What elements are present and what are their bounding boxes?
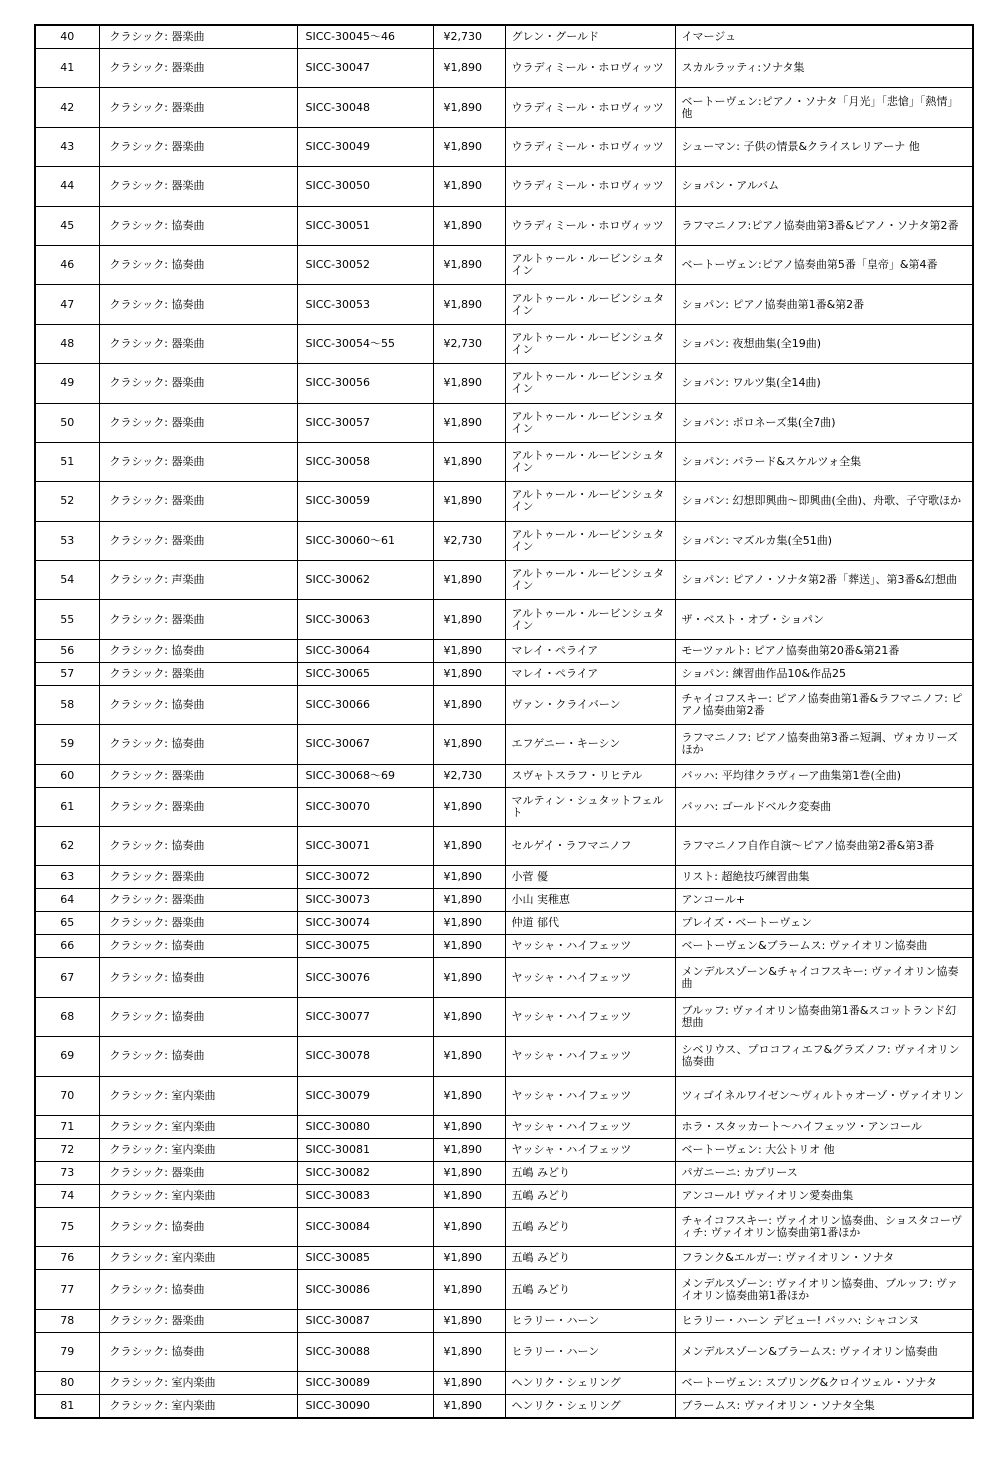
genre-cell: クラシック: 協奏曲	[99, 639, 297, 662]
row-number: 52	[35, 482, 99, 521]
catalog-code-cell: SICC-30052	[297, 245, 433, 284]
row-number: 47	[35, 285, 99, 324]
title-cell: ツィゴイネルワイゼン〜ヴィルトゥオーゾ・ヴァイオリン	[675, 1076, 973, 1115]
title-cell: ベートーヴェン:ピアノ協奏曲第5番「皇帝」&第4番	[675, 245, 973, 284]
genre-cell: クラシック: 器楽曲	[99, 1309, 297, 1332]
artist-cell: ヤッシャ・ハイフェッツ	[505, 935, 675, 958]
title-cell: ショパン: マズルカ集(全51曲)	[675, 521, 973, 560]
table-row	[35, 1161, 973, 1184]
title-cell: ショパン: 幻想即興曲〜即興曲(全曲)、舟歌、子守歌ほか	[675, 482, 973, 521]
row-number: 79	[35, 1332, 99, 1371]
row-number: 53	[35, 521, 99, 560]
row-number: 48	[35, 324, 99, 363]
table-row	[35, 1076, 973, 1115]
price-cell: ¥1,890	[433, 206, 505, 245]
genre-cell: クラシック: 協奏曲	[99, 1270, 297, 1309]
artist-cell: マルティン・シュタットフェルト	[505, 787, 675, 826]
genre-cell: クラシック: 協奏曲	[99, 245, 297, 284]
table-row	[35, 827, 973, 866]
catalog-code-cell: SICC-30056	[297, 364, 433, 403]
catalog-code-cell: SICC-30078	[297, 1037, 433, 1076]
genre-cell: クラシック: 協奏曲	[99, 958, 297, 997]
catalog-code-cell: SICC-30066	[297, 685, 433, 724]
catalog-code-cell: SICC-30050	[297, 167, 433, 206]
genre-cell: クラシック: 器楽曲	[99, 167, 297, 206]
catalog-code-cell: SICC-30048	[297, 88, 433, 127]
catalog-code-cell: SICC-30053	[297, 285, 433, 324]
title-cell: チャイコフスキー: ピアノ協奏曲第1番&ラフマニノフ: ピアノ協奏曲第2番	[675, 685, 973, 724]
table-row	[35, 1309, 973, 1332]
catalog-table	[34, 24, 974, 1419]
artist-cell: マレイ・ペライア	[505, 639, 675, 662]
artist-cell: 五嶋 みどり	[505, 1184, 675, 1207]
catalog-code-cell: SICC-30077	[297, 997, 433, 1036]
table-row	[35, 127, 973, 166]
price-cell: ¥2,730	[433, 324, 505, 363]
row-number: 57	[35, 662, 99, 685]
row-number: 69	[35, 1037, 99, 1076]
genre-cell: クラシック: 協奏曲	[99, 285, 297, 324]
catalog-code-cell: SICC-30065	[297, 662, 433, 685]
table-row	[35, 1184, 973, 1207]
table-row	[35, 403, 973, 442]
genre-cell: クラシック: 室内楽曲	[99, 1395, 297, 1419]
row-number: 42	[35, 88, 99, 127]
price-cell: ¥1,890	[433, 482, 505, 521]
artist-cell: アルトゥール・ルービンシュタイン	[505, 364, 675, 403]
price-cell: ¥1,890	[433, 403, 505, 442]
artist-cell: 小菅 優	[505, 866, 675, 889]
catalog-code-cell: SICC-30062	[297, 561, 433, 600]
table-row	[35, 1395, 973, 1419]
catalog-code-cell: SICC-30064	[297, 639, 433, 662]
price-cell: ¥1,890	[433, 1372, 505, 1395]
title-cell: ショパン: ワルツ集(全14曲)	[675, 364, 973, 403]
genre-cell: クラシック: 器楽曲	[99, 25, 297, 49]
catalog-code-cell: SICC-30068〜69	[297, 764, 433, 787]
table-row	[35, 245, 973, 284]
table-row	[35, 442, 973, 481]
artist-cell: ヘンリク・シェリング	[505, 1395, 675, 1419]
title-cell: メンデルスゾーン&ブラームス: ヴァイオリン協奏曲	[675, 1332, 973, 1371]
catalog-code-cell: SICC-30074	[297, 912, 433, 935]
title-cell: ブラームス: ヴァイオリン・ソナタ全集	[675, 1395, 973, 1419]
row-number: 64	[35, 889, 99, 912]
catalog-code-cell: SICC-30080	[297, 1115, 433, 1138]
catalog-code-cell: SICC-30081	[297, 1138, 433, 1161]
catalog-code-cell: SICC-30057	[297, 403, 433, 442]
row-number: 76	[35, 1247, 99, 1270]
artist-cell: ヒラリー・ハーン	[505, 1332, 675, 1371]
title-cell: ラフマニノフ:ピアノ協奏曲第3番&ピアノ・ソナタ第2番	[675, 206, 973, 245]
title-cell: リスト: 超絶技巧練習曲集	[675, 866, 973, 889]
catalog-code-cell: SICC-30070	[297, 787, 433, 826]
table-row	[35, 1270, 973, 1309]
title-cell: ラフマニノフ自作自演〜ピアノ協奏曲第2番&第3番	[675, 827, 973, 866]
row-number: 45	[35, 206, 99, 245]
title-cell: シベリウス、プロコフィエフ&グラズノフ: ヴァイオリン協奏曲	[675, 1037, 973, 1076]
price-cell: ¥1,890	[433, 1161, 505, 1184]
table-row	[35, 324, 973, 363]
row-number: 70	[35, 1076, 99, 1115]
genre-cell: クラシック: 室内楽曲	[99, 1247, 297, 1270]
genre-cell: クラシック: 器楽曲	[99, 662, 297, 685]
price-cell: ¥1,890	[433, 997, 505, 1036]
table-row	[35, 912, 973, 935]
title-cell: プレイズ・ベートーヴェン	[675, 912, 973, 935]
artist-cell: アルトゥール・ルービンシュタイン	[505, 324, 675, 363]
title-cell: ベートーヴェン:ピアノ・ソナタ「月光」「悲愴」「熱情」他	[675, 88, 973, 127]
row-number: 49	[35, 364, 99, 403]
row-number: 65	[35, 912, 99, 935]
catalog-code-cell: SICC-30054〜55	[297, 324, 433, 363]
table-row	[35, 889, 973, 912]
genre-cell: クラシック: 協奏曲	[99, 935, 297, 958]
title-cell: バッハ: 平均律クラヴィーア曲集第1巻(全曲)	[675, 764, 973, 787]
price-cell: ¥1,890	[433, 889, 505, 912]
artist-cell: マレイ・ペライア	[505, 662, 675, 685]
row-number: 74	[35, 1184, 99, 1207]
catalog-code-cell: SICC-30076	[297, 958, 433, 997]
price-cell: ¥1,890	[433, 866, 505, 889]
catalog-code-cell: SICC-30090	[297, 1395, 433, 1419]
table-row	[35, 25, 973, 49]
title-cell: シューマン: 子供の情景&クライスレリアーナ 他	[675, 127, 973, 166]
table-row	[35, 639, 973, 662]
catalog-code-cell: SICC-30085	[297, 1247, 433, 1270]
artist-cell: アルトゥール・ルービンシュタイン	[505, 442, 675, 481]
genre-cell: クラシック: 器楽曲	[99, 866, 297, 889]
artist-cell: エフゲニー・キーシン	[505, 725, 675, 764]
genre-cell: クラシック: 室内楽曲	[99, 1115, 297, 1138]
title-cell: モーツァルト: ピアノ協奏曲第20番&第21番	[675, 639, 973, 662]
price-cell: ¥1,890	[433, 1247, 505, 1270]
table-row	[35, 1372, 973, 1395]
row-number: 78	[35, 1309, 99, 1332]
table-row	[35, 88, 973, 127]
price-cell: ¥1,890	[433, 787, 505, 826]
row-number: 81	[35, 1395, 99, 1419]
genre-cell: クラシック: 協奏曲	[99, 1207, 297, 1246]
price-cell: ¥1,890	[433, 167, 505, 206]
title-cell: チャイコフスキー: ヴァイオリン協奏曲、ショスタコーヴィチ: ヴァイオリン協奏曲第1番ほか	[675, 1207, 973, 1246]
artist-cell: ヤッシャ・ハイフェッツ	[505, 1115, 675, 1138]
artist-cell: ヘンリク・シェリング	[505, 1372, 675, 1395]
title-cell: ショパン: バラード&スケルツォ全集	[675, 442, 973, 481]
artist-cell: アルトゥール・ルービンシュタイン	[505, 521, 675, 560]
price-cell: ¥1,890	[433, 442, 505, 481]
title-cell: バッハ: ゴールドベルク変奏曲	[675, 787, 973, 826]
artist-cell: ウラディミール・ホロヴィッツ	[505, 206, 675, 245]
row-number: 72	[35, 1138, 99, 1161]
row-number: 54	[35, 561, 99, 600]
table-row	[35, 1037, 973, 1076]
price-cell: ¥1,890	[433, 1037, 505, 1076]
artist-cell: ウラディミール・ホロヴィッツ	[505, 49, 675, 88]
price-cell: ¥1,890	[433, 662, 505, 685]
genre-cell: クラシック: 協奏曲	[99, 685, 297, 724]
catalog-code-cell: SICC-30083	[297, 1184, 433, 1207]
catalog-code-cell: SICC-30060〜61	[297, 521, 433, 560]
title-cell: ザ・ベスト・オブ・ショパン	[675, 600, 973, 639]
price-cell: ¥1,890	[433, 1309, 505, 1332]
price-cell: ¥1,890	[433, 49, 505, 88]
row-number: 41	[35, 49, 99, 88]
artist-cell: ヤッシャ・ハイフェッツ	[505, 1037, 675, 1076]
artist-cell: ヒラリー・ハーン	[505, 1309, 675, 1332]
row-number: 58	[35, 685, 99, 724]
genre-cell: クラシック: 協奏曲	[99, 725, 297, 764]
row-number: 44	[35, 167, 99, 206]
price-cell: ¥2,730	[433, 764, 505, 787]
price-cell: ¥1,890	[433, 1115, 505, 1138]
artist-cell: ヤッシャ・ハイフェッツ	[505, 1076, 675, 1115]
artist-cell: ヴァン・クライバーン	[505, 685, 675, 724]
price-cell: ¥1,890	[433, 685, 505, 724]
title-cell: ベートーヴェン: スプリング&クロイツェル・ソナタ	[675, 1372, 973, 1395]
artist-cell: ヤッシャ・ハイフェッツ	[505, 997, 675, 1036]
price-cell: ¥1,890	[433, 561, 505, 600]
price-cell: ¥2,730	[433, 521, 505, 560]
row-number: 51	[35, 442, 99, 481]
table-row	[35, 521, 973, 560]
genre-cell: クラシック: 協奏曲	[99, 827, 297, 866]
catalog-code-cell: SICC-30072	[297, 866, 433, 889]
row-number: 40	[35, 25, 99, 49]
title-cell: ショパン: ピアノ協奏曲第1番&第2番	[675, 285, 973, 324]
artist-cell: ヤッシャ・ハイフェッツ	[505, 958, 675, 997]
genre-cell: クラシック: 室内楽曲	[99, 1184, 297, 1207]
row-number: 46	[35, 245, 99, 284]
catalog-code-cell: SICC-30051	[297, 206, 433, 245]
price-cell: ¥1,890	[433, 88, 505, 127]
table-row	[35, 1247, 973, 1270]
catalog-code-cell: SICC-30084	[297, 1207, 433, 1246]
genre-cell: クラシック: 器楽曲	[99, 912, 297, 935]
title-cell: ヒラリー・ハーン デビュー! バッハ: シャコンヌ	[675, 1309, 973, 1332]
catalog-code-cell: SICC-30063	[297, 600, 433, 639]
catalog-code-cell: SICC-30049	[297, 127, 433, 166]
row-number: 73	[35, 1161, 99, 1184]
catalog-code-cell: SICC-30089	[297, 1372, 433, 1395]
table-row	[35, 285, 973, 324]
title-cell: メンデルスゾーン: ヴァイオリン協奏曲、ブルッフ: ヴァイオリン協奏曲第1番ほか	[675, 1270, 973, 1309]
price-cell: ¥1,890	[433, 1270, 505, 1309]
genre-cell: クラシック: 器楽曲	[99, 764, 297, 787]
title-cell: パガニーニ: カプリース	[675, 1161, 973, 1184]
price-cell: ¥1,890	[433, 245, 505, 284]
table-row	[35, 600, 973, 639]
table-row	[35, 364, 973, 403]
genre-cell: クラシック: 器楽曲	[99, 88, 297, 127]
catalog-code-cell: SICC-30082	[297, 1161, 433, 1184]
row-number: 67	[35, 958, 99, 997]
table-row	[35, 1115, 973, 1138]
artist-cell: アルトゥール・ルービンシュタイン	[505, 482, 675, 521]
artist-cell: 小山 実稚恵	[505, 889, 675, 912]
title-cell: ショパン: 夜想曲集(全19曲)	[675, 324, 973, 363]
catalog-code-cell: SICC-30071	[297, 827, 433, 866]
table-row	[35, 662, 973, 685]
artist-cell: ヤッシャ・ハイフェッツ	[505, 1138, 675, 1161]
genre-cell: クラシック: 器楽曲	[99, 787, 297, 826]
artist-cell: アルトゥール・ルービンシュタイン	[505, 245, 675, 284]
artist-cell: アルトゥール・ルービンシュタイン	[505, 285, 675, 324]
artist-cell: アルトゥール・ルービンシュタイン	[505, 561, 675, 600]
price-cell: ¥1,890	[433, 935, 505, 958]
genre-cell: クラシック: 協奏曲	[99, 1332, 297, 1371]
table-row	[35, 482, 973, 521]
genre-cell: クラシック: 器楽曲	[99, 324, 297, 363]
genre-cell: クラシック: 声楽曲	[99, 561, 297, 600]
table-row	[35, 49, 973, 88]
catalog-code-cell: SICC-30059	[297, 482, 433, 521]
genre-cell: クラシック: 室内楽曲	[99, 1138, 297, 1161]
artist-cell: 五嶋 みどり	[505, 1270, 675, 1309]
title-cell: フランク&エルガー: ヴァイオリン・ソナタ	[675, 1247, 973, 1270]
genre-cell: クラシック: 室内楽曲	[99, 1076, 297, 1115]
artist-cell: 五嶋 みどり	[505, 1161, 675, 1184]
genre-cell: クラシック: 器楽曲	[99, 521, 297, 560]
row-number: 80	[35, 1372, 99, 1395]
genre-cell: クラシック: 協奏曲	[99, 997, 297, 1036]
price-cell: ¥1,890	[433, 958, 505, 997]
title-cell: ベートーヴェン&ブラームス: ヴァイオリン協奏曲	[675, 935, 973, 958]
title-cell: ショパン: 練習曲作品10&作品25	[675, 662, 973, 685]
price-cell: ¥1,890	[433, 725, 505, 764]
price-cell: ¥2,730	[433, 25, 505, 49]
catalog-code-cell: SICC-30045〜46	[297, 25, 433, 49]
price-cell: ¥1,890	[433, 1332, 505, 1371]
catalog-code-cell: SICC-30088	[297, 1332, 433, 1371]
artist-cell: ウラディミール・ホロヴィッツ	[505, 127, 675, 166]
catalog-code-cell: SICC-30086	[297, 1270, 433, 1309]
price-cell: ¥1,890	[433, 600, 505, 639]
row-number: 56	[35, 639, 99, 662]
table-row	[35, 725, 973, 764]
table-row	[35, 1138, 973, 1161]
artist-cell: グレン・グールド	[505, 25, 675, 49]
row-number: 60	[35, 764, 99, 787]
table-row	[35, 561, 973, 600]
price-cell: ¥1,890	[433, 912, 505, 935]
table-row	[35, 958, 973, 997]
genre-cell: クラシック: 室内楽曲	[99, 1372, 297, 1395]
genre-cell: クラシック: 器楽曲	[99, 442, 297, 481]
title-cell: スカルラッティ:ソナタ集	[675, 49, 973, 88]
artist-cell: スヴャトスラフ・リヒテル	[505, 764, 675, 787]
artist-cell: アルトゥール・ルービンシュタイン	[505, 600, 675, 639]
genre-cell: クラシック: 協奏曲	[99, 206, 297, 245]
title-cell: アンコール! ヴァイオリン愛奏曲集	[675, 1184, 973, 1207]
genre-cell: クラシック: 器楽曲	[99, 1161, 297, 1184]
row-number: 75	[35, 1207, 99, 1246]
genre-cell: クラシック: 器楽曲	[99, 127, 297, 166]
catalog-code-cell: SICC-30058	[297, 442, 433, 481]
title-cell: ベートーヴェン: 大公トリオ 他	[675, 1138, 973, 1161]
price-cell: ¥1,890	[433, 1395, 505, 1419]
row-number: 68	[35, 997, 99, 1036]
artist-cell: ウラディミール・ホロヴィッツ	[505, 167, 675, 206]
row-number: 66	[35, 935, 99, 958]
price-cell: ¥1,890	[433, 1184, 505, 1207]
genre-cell: クラシック: 協奏曲	[99, 1037, 297, 1076]
artist-cell: 仲道 郁代	[505, 912, 675, 935]
price-cell: ¥1,890	[433, 827, 505, 866]
title-cell: メンデルスゾーン&チャイコフスキー: ヴァイオリン協奏曲	[675, 958, 973, 997]
row-number: 77	[35, 1270, 99, 1309]
price-cell: ¥1,890	[433, 1207, 505, 1246]
price-cell: ¥1,890	[433, 364, 505, 403]
artist-cell: ウラディミール・ホロヴィッツ	[505, 88, 675, 127]
table-row	[35, 167, 973, 206]
genre-cell: クラシック: 器楽曲	[99, 482, 297, 521]
title-cell: ラフマニノフ: ピアノ協奏曲第3番ニ短調、ヴォカリーズほか	[675, 725, 973, 764]
row-number: 59	[35, 725, 99, 764]
catalog-code-cell: SICC-30075	[297, 935, 433, 958]
table-row	[35, 764, 973, 787]
table-row	[35, 997, 973, 1036]
title-cell: ショパン: ポロネーズ集(全7曲)	[675, 403, 973, 442]
genre-cell: クラシック: 器楽曲	[99, 364, 297, 403]
row-number: 63	[35, 866, 99, 889]
genre-cell: クラシック: 器楽曲	[99, 889, 297, 912]
price-cell: ¥1,890	[433, 639, 505, 662]
genre-cell: クラシック: 器楽曲	[99, 600, 297, 639]
catalog-code-cell: SICC-30047	[297, 49, 433, 88]
genre-cell: クラシック: 器楽曲	[99, 403, 297, 442]
title-cell: ブルッフ: ヴァイオリン協奏曲第1番&スコットランド幻想曲	[675, 997, 973, 1036]
title-cell: イマージュ	[675, 25, 973, 49]
table-row	[35, 1207, 973, 1246]
table-row	[35, 787, 973, 826]
genre-cell: クラシック: 器楽曲	[99, 49, 297, 88]
price-cell: ¥1,890	[433, 1076, 505, 1115]
title-cell: ショパン・アルバム	[675, 167, 973, 206]
row-number: 61	[35, 787, 99, 826]
artist-cell: アルトゥール・ルービンシュタイン	[505, 403, 675, 442]
title-cell: ホラ・スタッカート〜ハイフェッツ・アンコール	[675, 1115, 973, 1138]
catalog-code-cell: SICC-30079	[297, 1076, 433, 1115]
price-cell: ¥1,890	[433, 127, 505, 166]
catalog-code-cell: SICC-30087	[297, 1309, 433, 1332]
artist-cell: セルゲイ・ラフマニノフ	[505, 827, 675, 866]
row-number: 71	[35, 1115, 99, 1138]
title-cell: ショパン: ピアノ・ソナタ第2番「葬送」、第3番&幻想曲	[675, 561, 973, 600]
table-row	[35, 206, 973, 245]
price-cell: ¥1,890	[433, 285, 505, 324]
row-number: 43	[35, 127, 99, 166]
table-row	[35, 935, 973, 958]
row-number: 62	[35, 827, 99, 866]
table-row	[35, 866, 973, 889]
price-cell: ¥1,890	[433, 1138, 505, 1161]
table-row	[35, 1332, 973, 1371]
artist-cell: 五嶋 みどり	[505, 1247, 675, 1270]
catalog-code-cell: SICC-30067	[297, 725, 433, 764]
artist-cell: 五嶋 みどり	[505, 1207, 675, 1246]
catalog-body	[35, 25, 973, 1418]
catalog-code-cell: SICC-30073	[297, 889, 433, 912]
row-number: 50	[35, 403, 99, 442]
title-cell: アンコール+	[675, 889, 973, 912]
table-row	[35, 685, 973, 724]
row-number: 55	[35, 600, 99, 639]
